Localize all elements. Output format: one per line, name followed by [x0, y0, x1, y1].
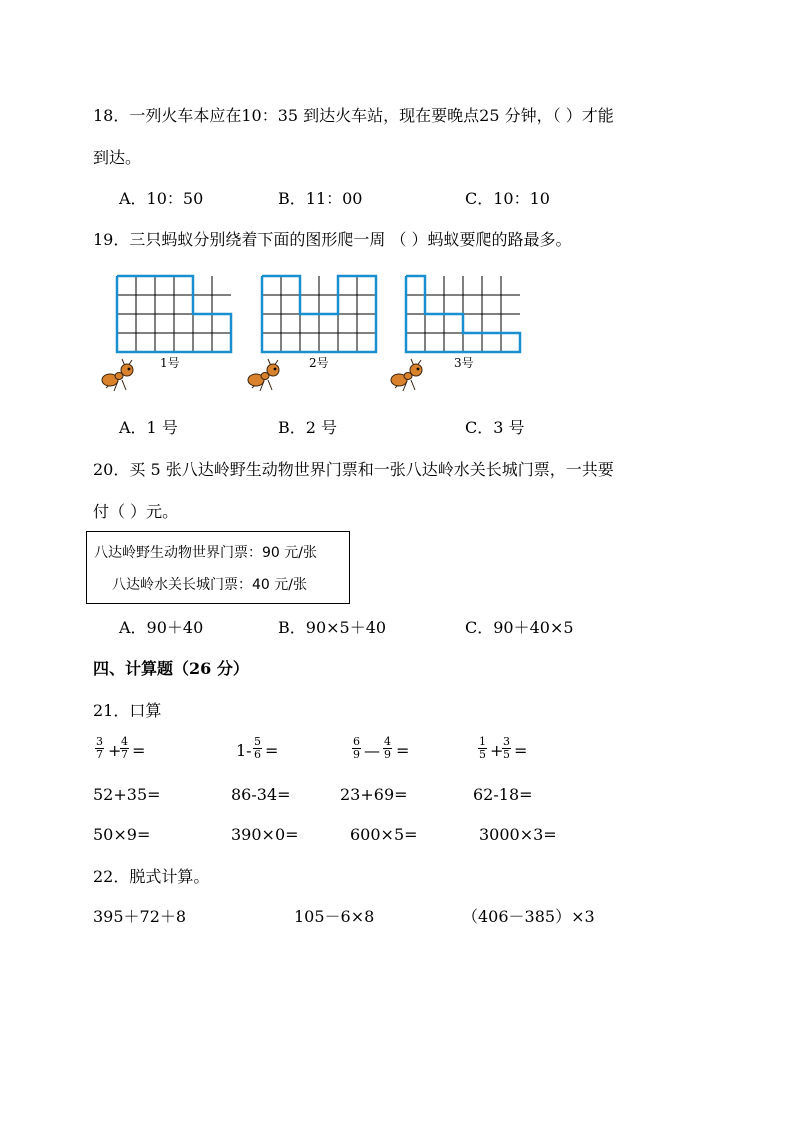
grid-caption-3: 3号 — [454, 356, 474, 370]
fraction — [383, 736, 392, 761]
q18-option-a[interactable]: A．10：50 — [119, 189, 204, 208]
fraction-numerator: 4 — [121, 735, 128, 748]
ant-icon — [246, 358, 284, 394]
fraction-numerator: 3 — [503, 735, 510, 748]
q20-option-c[interactable]: C．90＋40×5 — [465, 618, 574, 637]
fraction-denominator: 5 — [479, 748, 486, 761]
step-calc-item: （406－385）×3 — [462, 907, 595, 926]
q20-option-b[interactable]: B．90×5＋40 — [278, 618, 387, 637]
mental-math-item: 86-34= — [231, 785, 291, 804]
mental-math-item: 52+35= — [93, 785, 161, 804]
grid-caption-2: 2号 — [309, 356, 329, 370]
equals-sign: = — [132, 741, 146, 760]
fraction — [502, 736, 511, 761]
mental-math-item: 23+69= — [340, 785, 408, 804]
fraction-numerator: 1 — [479, 735, 486, 748]
fraction-numerator: 3 — [96, 735, 103, 748]
equals-sign: = — [265, 741, 279, 760]
q20-option-a[interactable]: A．90＋40 — [119, 618, 204, 637]
q20-text-line2: 付（ ）元。 — [93, 502, 179, 521]
q18-text-line1: 18．一列火车本应在10：35 到达火车站，现在要晚点25 分钟，（ ）才能 — [93, 106, 614, 125]
fraction-denominator: 7 — [121, 748, 128, 761]
fraction-prefix: 1- — [236, 741, 252, 760]
q19-option-a[interactable]: A．1 号 — [119, 418, 178, 437]
grid-figure-2 — [260, 274, 378, 354]
q20-text-line1: 20．买 5 张八达岭野生动物世界门票和一张八达岭水关长城门票，一共要 — [93, 460, 614, 479]
section-title: 四、计算题（26 分） — [93, 659, 249, 678]
fraction-denominator: 9 — [384, 748, 391, 761]
fraction-numerator: 4 — [384, 735, 391, 748]
q18-option-c[interactable]: C．10：10 — [465, 189, 550, 208]
fraction — [95, 736, 104, 761]
ant-icon — [389, 358, 427, 394]
fraction-operator: — — [364, 741, 380, 760]
ticket-price-line-2: 八达岭水关长城门票：40 元/张 — [112, 577, 307, 593]
fraction-numerator: 5 — [254, 735, 261, 748]
fraction-denominator: 7 — [96, 748, 103, 761]
q21-title: 21．口算 — [93, 701, 162, 720]
q18-text-line2: 到达。 — [93, 148, 142, 167]
mental-math-item: 3000×3= — [479, 825, 557, 844]
fraction-denominator: 6 — [254, 748, 261, 761]
grid-figure-1 — [115, 274, 233, 354]
fraction-operator: + — [490, 741, 504, 760]
fraction-operator: + — [108, 741, 122, 760]
step-calc-item: 105－6×8 — [294, 907, 375, 926]
ant-icon — [100, 358, 138, 394]
mental-math-item: 600×5= — [350, 825, 418, 844]
grid-figure-3 — [404, 274, 522, 354]
grid-caption-1: 1号 — [160, 356, 180, 370]
equals-sign: = — [396, 741, 410, 760]
fraction-numerator: 6 — [353, 735, 360, 748]
q19-option-c[interactable]: C．3 号 — [465, 418, 525, 437]
equals-sign: = — [514, 741, 528, 760]
fraction — [352, 736, 361, 761]
mental-math-item: 50×9= — [93, 825, 151, 844]
mental-math-item: 62-18= — [473, 785, 533, 804]
fraction — [478, 736, 487, 761]
q19-option-b[interactable]: B．2 号 — [278, 418, 338, 437]
fraction-denominator: 9 — [353, 748, 360, 761]
q18-option-b[interactable]: B．11：00 — [278, 189, 363, 208]
mental-math-item: 390×0= — [231, 825, 299, 844]
fraction-denominator: 5 — [503, 748, 510, 761]
q22-title: 22．脱式计算。 — [93, 867, 210, 886]
ticket-price-line-1: 八达岭野生动物世界门票：90 元/张 — [94, 545, 317, 561]
fraction — [120, 736, 129, 761]
step-calc-item: 395＋72＋8 — [93, 907, 187, 926]
fraction — [253, 736, 262, 761]
q19-text: 19．三只蚂蚁分别绕着下面的图形爬一周 （ ）蚂蚁要爬的路最多。 — [93, 230, 572, 249]
